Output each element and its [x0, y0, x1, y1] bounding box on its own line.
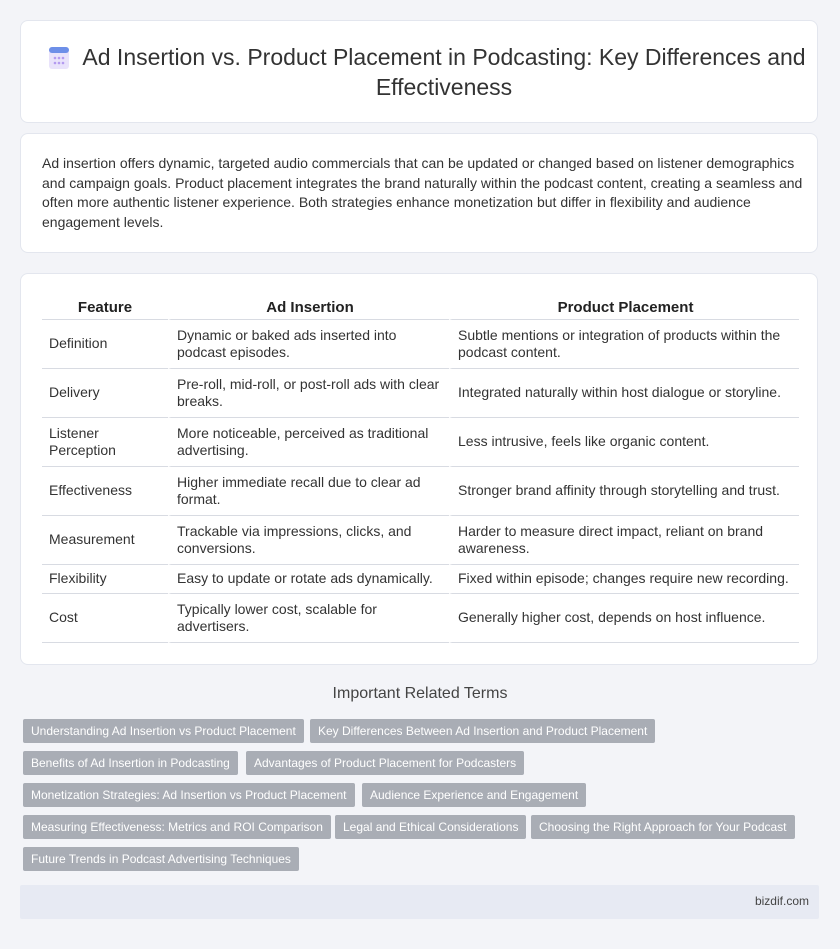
- table-row: [42, 467, 799, 516]
- cell-ad-insertion: Higher immediate recall due to clear ad format.: [168, 467, 449, 516]
- cell-feature: Measurement: [42, 516, 168, 565]
- cell-ad-insertion: More noticeable, perceived as traditional advertising.: [168, 418, 449, 467]
- page-title: Ad Insertion vs. Product Placement in Podcasting: Key Differences and Effectiveness: [82, 44, 806, 100]
- cell-ad-insertion: Trackable via impressions, clicks, and conversions.: [168, 516, 449, 565]
- cell-feature: Delivery: [42, 369, 168, 418]
- table-row: [42, 594, 799, 643]
- related-terms-title: Important Related Terms: [332, 685, 508, 702]
- related-term-tag[interactable]: Future Trends in Podcast Advertising Techniques: [23, 847, 299, 871]
- cell-ad-insertion: Easy to update or rotate ads dynamically.: [168, 565, 449, 594]
- cell-feature: Flexibility: [42, 565, 168, 594]
- cell-feature: Effectiveness: [42, 467, 168, 516]
- related-term-tag[interactable]: Audience Experience and Engagement: [362, 783, 586, 807]
- document-icon: [46, 45, 72, 71]
- related-term-tag[interactable]: Advantages of Product Placement for Podcasters: [246, 751, 524, 775]
- intro-card: [20, 133, 818, 253]
- cell-feature: Cost: [42, 594, 168, 643]
- cell-feature: Definition: [42, 320, 168, 369]
- cell-ad-insertion: Pre-roll, mid-roll, or post-roll ads with clear breaks.: [168, 369, 449, 418]
- table-row: [42, 320, 799, 369]
- cell-product-placement: Integrated naturally within host dialogue or storyline.: [449, 369, 799, 418]
- cell-ad-insertion: Dynamic or baked ads inserted into podcast episodes.: [168, 320, 449, 369]
- cell-product-placement: Subtle mentions or integration of products within the podcast content.: [449, 320, 799, 369]
- related-term-tag[interactable]: Legal and Ethical Considerations: [335, 815, 526, 839]
- cell-product-placement: Harder to measure direct impact, reliant on brand awareness.: [449, 516, 799, 565]
- cell-ad-insertion: Typically lower cost, scalable for advertisers.: [168, 594, 449, 643]
- header-card: [20, 20, 818, 123]
- intro-text: Ad insertion offers dynamic, targeted audio commercials that can be updated or changed based on listener demographics and campaign goals. Product placement integrates the brand naturally within the podcast content, creating a seamless and often more authentic listener experience. Both strategies enhance monetization but differ in flexibility and audience engagement levels.: [42, 155, 803, 230]
- footer: [20, 885, 819, 919]
- cell-product-placement: Stronger brand affinity through storytelling and trust.: [449, 467, 799, 516]
- site-name[interactable]: bizdif.com: [754, 894, 809, 908]
- related-term-tag[interactable]: Key Differences Between Ad Insertion and Product Placement: [310, 719, 655, 743]
- related-term-tag[interactable]: Measuring Effectiveness: Metrics and ROI Comparison: [23, 815, 331, 839]
- comparison-table: [42, 296, 799, 643]
- cell-product-placement: Fixed within episode; changes require new recording.: [449, 565, 799, 594]
- cell-product-placement: Less intrusive, feels like organic content.: [449, 418, 799, 467]
- cell-product-placement: Generally higher cost, depends on host influence.: [449, 594, 799, 643]
- related-term-tag[interactable]: Choosing the Right Approach for Your Podcast: [531, 815, 795, 839]
- table-row: [42, 418, 799, 467]
- related-term-tag[interactable]: Benefits of Ad Insertion in Podcasting: [23, 751, 238, 775]
- comparison-card: [20, 273, 818, 665]
- header-feature: Feature: [42, 296, 168, 320]
- related-term-tag[interactable]: Monetization Strategies: Ad Insertion vs Product Placement: [23, 783, 355, 807]
- table-row: [42, 565, 799, 594]
- header-product-placement: Product Placement: [449, 296, 799, 320]
- related-term-tag[interactable]: Understanding Ad Insertion vs Product Placement: [23, 719, 304, 743]
- table-row: [42, 369, 799, 418]
- header-ad-insertion: Ad Insertion: [168, 296, 449, 320]
- cell-feature: Listener Perception: [42, 418, 168, 467]
- table-row: [42, 516, 799, 565]
